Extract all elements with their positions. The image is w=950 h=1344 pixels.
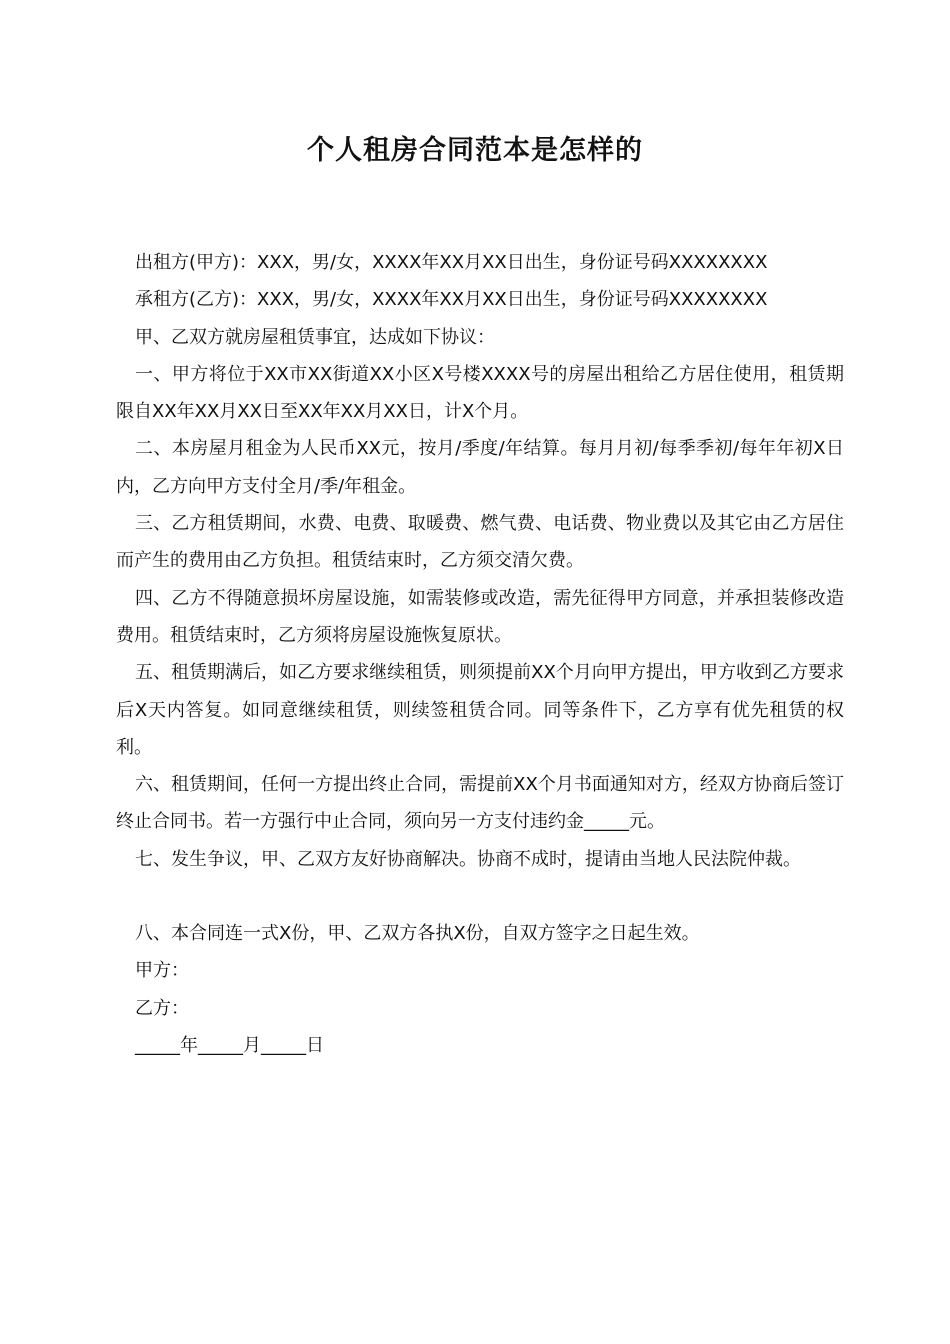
clause-7: 七、发生争议，甲、乙双方友好协商解决。协商不成时，提请由当地人民法院仲裁。 bbox=[135, 848, 801, 870]
clause-8: 八、本合同连一式X份，甲、乙双方各执X份，自双方签字之日起生效。 bbox=[135, 923, 700, 945]
clause-6: 六、租赁期间，任何一方提出终止合同，需提前XX个月书面通知对方，经双方协商后签订终止合同书。若一方强行中止合同，须向另一方支付违约金_____元。 bbox=[116, 774, 844, 833]
date-line: _____年_____月_____日 bbox=[135, 1034, 324, 1056]
party-a-signature-line: 甲方： bbox=[135, 960, 189, 982]
document-body bbox=[116, 244, 844, 1064]
clause-5: 五、租赁期满后，如乙方要求继续租赁，则须提前XX个月向甲方提出，甲方收到乙方要求后X天内答复。如同意继续租赁，则续签租赁合同。同等条件下，乙方享有优先租赁的权利。 bbox=[116, 662, 844, 758]
party-b-signature-line: 乙方： bbox=[135, 997, 189, 1019]
party-a-line: 出租方(甲方)：XXX，男/女，XXXX年XX月XX日出生，身份证号码XXXXXXXX bbox=[135, 252, 768, 273]
document-title: 个人租房合同范本是怎样的 bbox=[307, 135, 643, 166]
clause-4: 四、乙方不得随意损坏房屋设施，如需装修或改造，需先征得甲方同意，并承担装修改造费用。租赁结束时，乙方须将房屋设施恢复原状。 bbox=[116, 587, 844, 646]
clause-1: 一、甲方将位于XX市XX街道XX小区X号楼XXXX号的房屋出租给乙方居住使用，租赁期限自XX年XX月XX日至XX年XX月XX日，计X个月。 bbox=[116, 363, 844, 423]
clause-3: 三、乙方租赁期间，水费、电费、取暖费、燃气费、电话费、物业费以及其它由乙方居住而产生的费用由乙方负担。租赁结束时，乙方须交清欠费。 bbox=[116, 513, 844, 572]
clause-2: 二、本房屋月租金为人民币XX元，按月/季度/年结算。每月月初/每季季初/每年年初X日内，乙方向甲方支付全月/季/年租金。 bbox=[116, 438, 844, 497]
agreement-intro: 甲、乙双方就房屋租赁事宜，达成如下协议： bbox=[135, 326, 495, 348]
party-b-line: 承租方(乙方)：XXX，男/女，XXXX年XX月XX日出生，身份证号码XXXXXXXX bbox=[135, 289, 768, 311]
